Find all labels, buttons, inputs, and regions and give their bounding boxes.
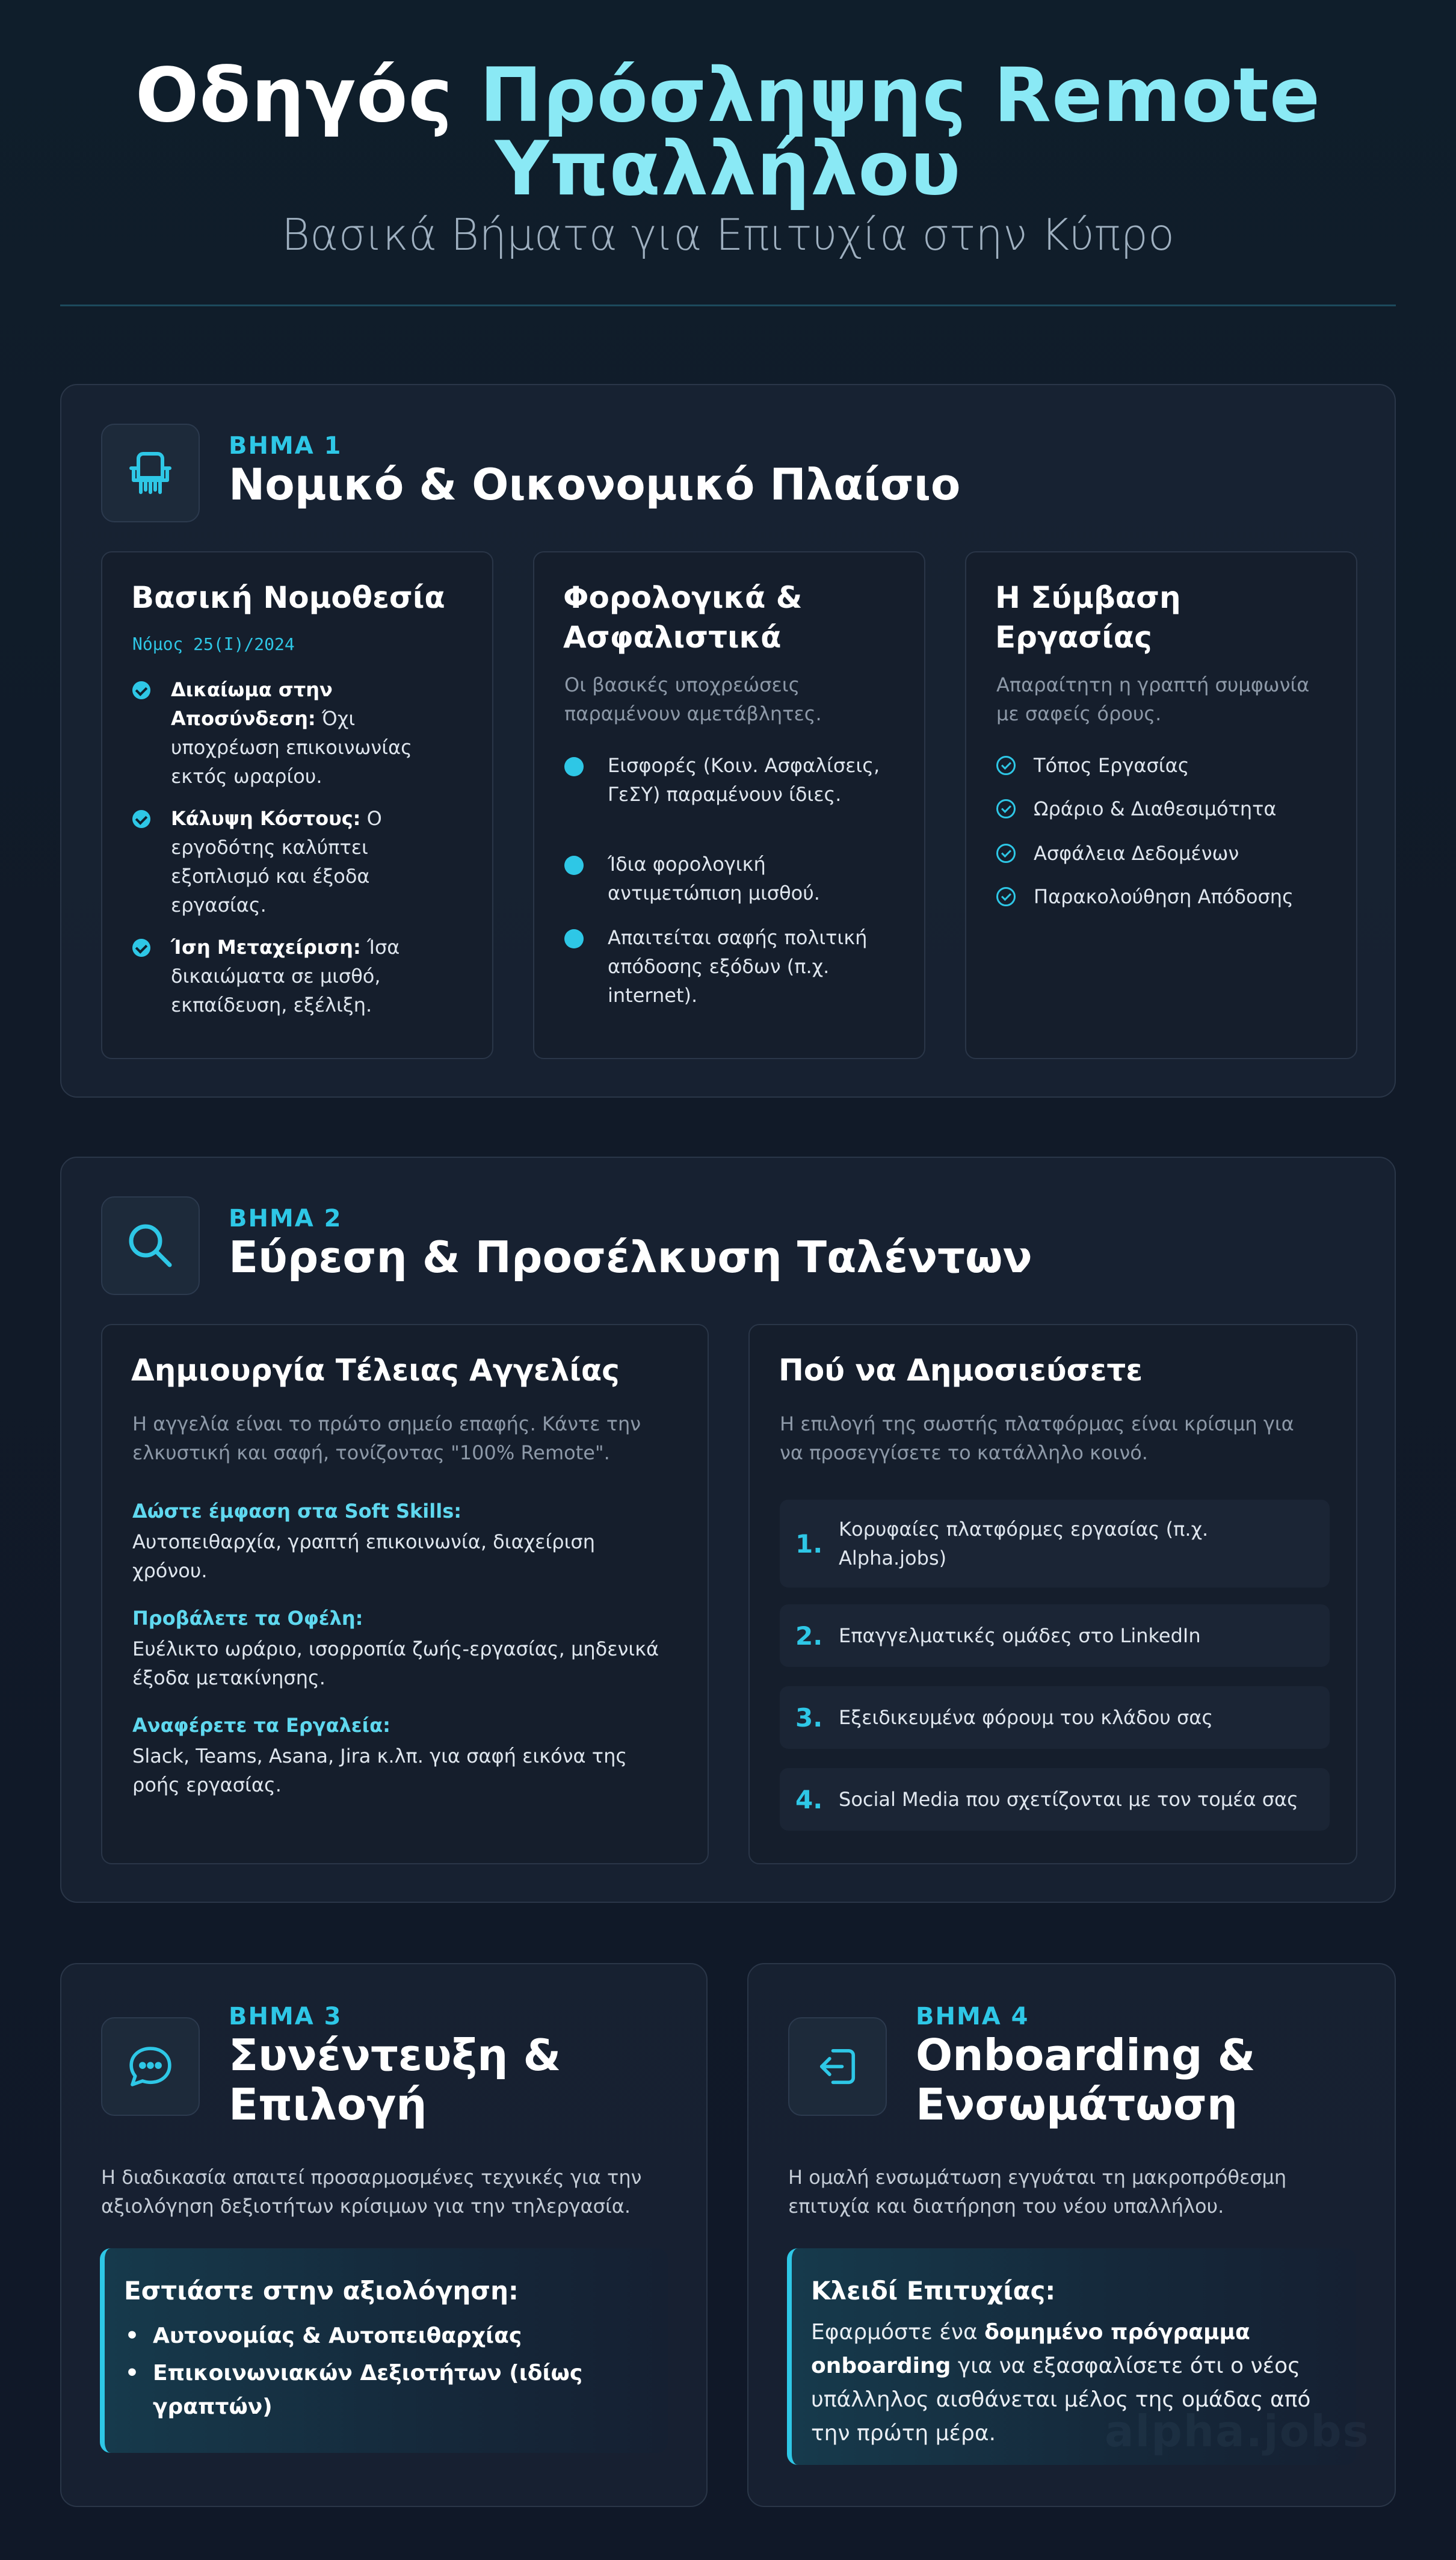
step4-title (916, 2030, 1255, 2129)
check-circle-icon (132, 681, 150, 699)
step1-card (60, 384, 1396, 1098)
step3-title-line2: Επιλογή (229, 2079, 427, 2130)
step4-label: ΒΗΜΑ 4 (916, 2003, 1029, 2030)
tax-item (564, 751, 901, 809)
page-subtitle: Βασικά Βήματα για Επιτυχία στην Κύπρο (281, 209, 1175, 260)
success-text-post: για να εξασφαλίσετε ότι ο νέος υπάλληλος αισθάνεται μέλος της ομάδας από την πρώτη μέρα. (811, 2354, 1311, 2446)
step2-card (60, 1157, 1396, 1903)
tax-title-line2: Ασφαλιστικά (563, 620, 782, 655)
watermark: alpha.jobs (1105, 2406, 1370, 2456)
ad-point-text: Ευέλικτο ωράριο, ισορροπία ζωής-εργασίας, μηδενικά έξοδα μετακίνησης. (132, 1637, 659, 1689)
ad-point-text: Αυτοπειθαρχία, γραπτή επικοινωνία, διαχείριση χρόνου. (132, 1530, 595, 1582)
header (60, 0, 1396, 306)
tax-title-line1: Φορολογικά & (563, 580, 803, 615)
legislation-item (132, 675, 469, 791)
contract-item (996, 839, 1239, 868)
assessment-item: • Επικοινωνιακών Δεξιοτήτων (ιδίως γραπτών) (153, 2357, 646, 2424)
item-bold: Ίση Μεταχείριση: (171, 936, 361, 959)
legislation-box (101, 551, 493, 1059)
contract-item (996, 794, 1277, 823)
search-icon (101, 1196, 200, 1295)
ad-point-heading: Δώστε έμφαση στα Soft Skills: (132, 1500, 462, 1523)
item-bold: Δικαίωμα στην Αποσύνδεση: (171, 678, 333, 730)
check-circle-outline-icon (996, 844, 1016, 863)
step3-title (229, 2030, 561, 2129)
contract-desc: Απαραίτητη η γραπτή συμφωνία με σαφείς όρους. (996, 673, 1310, 725)
where-desc: Η επιλογή της σωστής πλατφόρμας είναι κρίσιμη για να προσεγγίσετε το κατάλληλο κοινό. (780, 1412, 1294, 1464)
step1-label: ΒΗΜΑ 1 (229, 432, 342, 460)
step3-desc: Η διαδικασία απαιτεί προσαρμοσμένες τεχνικές για την αξιολόγηση δεξιοτήτων κρίσιμων για την τηλεργασία. (101, 2166, 642, 2218)
armchair-icon (101, 424, 200, 522)
contract-item-text: Ασφάλεια Δεδομένων (1034, 842, 1239, 865)
tax-box (533, 551, 925, 1059)
platform-text: Επαγγελματικές ομάδες στο LinkedIn (839, 1624, 1201, 1647)
contract-title-line1: Η Σύμβαση (995, 580, 1181, 615)
step1-title: Νομικό & Οικονομικό Πλαίσιο (229, 459, 961, 510)
legislation-item (132, 804, 469, 920)
check-circle-icon (132, 810, 150, 828)
item-text: Ο εργοδότης καλύπτει εξοπλισμό και έξοδα εργασίας. (171, 807, 382, 917)
platform-number: 3. (795, 1702, 823, 1733)
contract-item-text: Τόπος Εργασίας (1034, 754, 1189, 777)
chat-bubble-icon (101, 2017, 200, 2116)
check-circle-outline-icon (996, 799, 1016, 818)
tax-item-text: Ίδια φορολογική αντιμετώπιση μισθού. (608, 853, 820, 904)
title-part2: Πρόσληψης Remote (480, 52, 1321, 139)
contract-title (995, 578, 1181, 657)
sign-in-icon (788, 2017, 887, 2116)
platform-item (780, 1768, 1330, 1831)
header-divider (60, 305, 1396, 306)
success-text-pre: Εφαρμόστε ένα (811, 2320, 985, 2345)
platform-number: 4. (795, 1784, 823, 1814)
ad-point-text: Slack, Teams, Asana, Jira κ.λπ. για σαφή εικόνα της ροής εργασίας. (132, 1745, 628, 1796)
where-title: Πού να Δημοσιεύσετε (779, 1353, 1143, 1388)
assessment-title: Εστιάστε στην αξιολόγηση: (124, 2276, 519, 2305)
where-box (748, 1324, 1357, 1864)
step2-title: Εύρεση & Προσέλκυση Ταλέντων (229, 1232, 1032, 1282)
platform-number: 2. (795, 1621, 823, 1651)
success-title: Κλειδί Επιτυχίας: (811, 2276, 1056, 2305)
step4-card (747, 1963, 1396, 2507)
bullet-dot (564, 757, 584, 776)
success-text-bold: δομημένο πρόγραμμα onboarding (811, 2320, 1250, 2378)
platform-item (780, 1500, 1330, 1588)
step2-label: ΒΗΜΑ 2 (229, 1205, 342, 1232)
check-circle-outline-icon (996, 756, 1016, 775)
step3-card (60, 1963, 708, 2507)
contract-box (965, 551, 1357, 1059)
page (60, 0, 1396, 2456)
tax-title (563, 578, 802, 657)
legislation-title: Βασική Νομοθεσία (131, 580, 445, 615)
contract-item (996, 751, 1189, 780)
platform-item (780, 1604, 1330, 1667)
check-circle-icon (132, 939, 150, 957)
tax-desc: Οι βασικές υποχρεώσεις παραμένουν αμετάβλητες. (564, 673, 822, 725)
ad-title: Δημιουργία Τέλειας Αγγελίας (131, 1353, 620, 1388)
platform-text: Κορυφαίες πλατφόρμες εργασίας (π.χ. Alpha.jobs) (839, 1518, 1209, 1569)
contract-item-text: Παρακολούθηση Απόδοσης (1034, 885, 1294, 908)
ad-box (101, 1324, 709, 1864)
title-part1: Οδηγός (135, 52, 480, 139)
step4-title-line2: Ενσωμάτωση (916, 2079, 1238, 2130)
check-circle-outline-icon (996, 887, 1016, 906)
tax-item (564, 850, 901, 907)
item-bold: Κάλυψη Κόστους: (171, 807, 361, 830)
item-text: Όχι υποχρέωση επικοινωνίας εκτός ωραρίου. (171, 707, 412, 788)
title-line2: Υπαλλήλου (495, 126, 961, 212)
bullet-dot (564, 929, 584, 948)
tax-item (564, 923, 901, 1010)
legislation-item (132, 933, 469, 1019)
platform-number: 1. (795, 1529, 823, 1559)
contract-title-line2: Εργασίας (995, 620, 1152, 655)
step4-desc: Η ομαλή ενσωμάτωση εγγυάται τη μακροπρόθεσμη επιτυχία και διατήρηση του νέου υπαλλήλου. (788, 2166, 1287, 2218)
ad-point-heading: Προβάλετε τα Οφέλη: (132, 1607, 363, 1630)
assessment-item: • Αυτονομίας & Αυτοπειθαρχίας (153, 2319, 646, 2353)
platform-text: Social Media που σχετίζονται με τον τομέα σας (839, 1788, 1298, 1811)
platform-item (780, 1686, 1330, 1749)
assessment-box (100, 2248, 668, 2453)
platform-text: Εξειδικευμένα φόρουμ του κλάδου σας (839, 1706, 1214, 1729)
step4-title-line1: Onboarding & (916, 2030, 1256, 2080)
step3-label: ΒΗΜΑ 3 (229, 2003, 342, 2030)
item-text: Ίσα δικαιώματα σε μισθό, εκπαίδευση, εξέλιξη. (171, 936, 400, 1016)
contract-item-text: Ωράριο & Διαθεσιμότητα (1034, 797, 1277, 820)
contract-item (996, 882, 1294, 911)
ad-point-heading: Αναφέρετε τα Εργαλεία: (132, 1714, 390, 1737)
tax-item-text: Απαιτείται σαφής πολιτική απόδοσης εξόδων (π.χ. internet). (608, 926, 868, 1007)
law-tag: Νόμος 25(Ι)/2024 (132, 634, 295, 654)
bullet-dot (564, 856, 584, 875)
success-box (787, 2248, 1370, 2465)
tax-item-text: Εισφορές (Κοιν. Ασφαλίσεις, ΓεΣΥ) παραμένουν ίδιες. (608, 754, 880, 806)
step3-title-line1: Συνέντευξη & (229, 2030, 561, 2080)
ad-desc: Η αγγελία είναι το πρώτο σημείο επαφής. Κάντε την ελκυστική και σαφή, τονίζοντας "100% Remote". (132, 1412, 641, 1464)
page-title (60, 52, 1396, 212)
